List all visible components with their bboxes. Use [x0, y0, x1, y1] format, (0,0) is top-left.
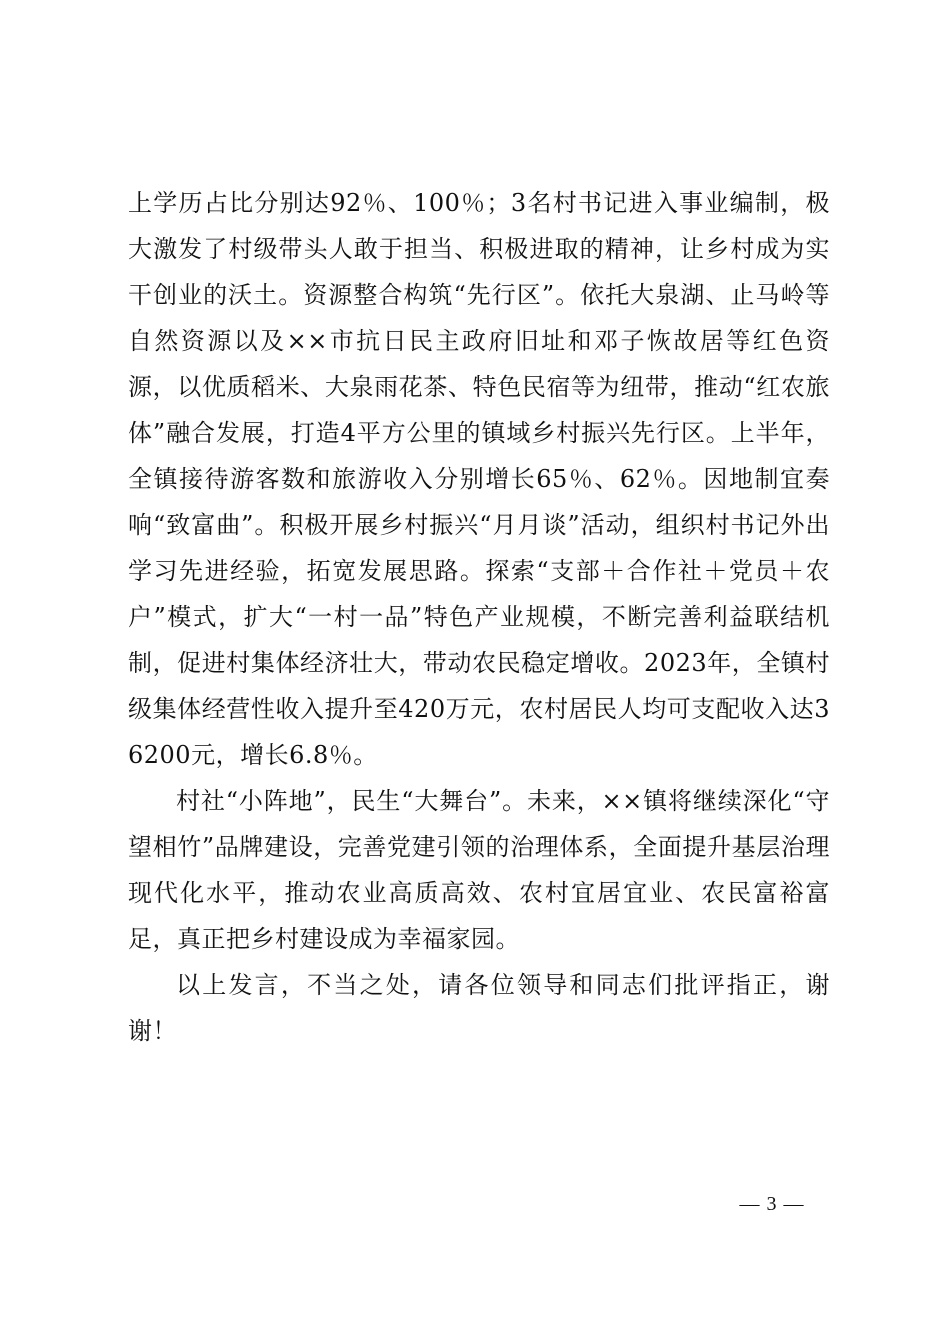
paragraph-outlook: 村社“小阵地”，民生“大舞台”。未来，××镇将继续深化“守望相竹”品牌建设，完善党建引领的治理体系，全面提升基层治理现代化水平，推动农业高质高效、农村宜居宜业、农民富裕富足，真正把乡村建设成为幸福家园。 — [128, 787, 830, 953]
page-number: — 3 — — [739, 1193, 805, 1215]
document-body — [128, 180, 830, 1054]
paragraph-closing: 以上发言，不当之处，请各位领导和同志们批评指正，谢谢！ — [128, 971, 830, 1045]
paragraph-continued: 上学历占比分别达92％、100％；3名村书记进入事业编制，极大激发了村级带头人敢于担当、积极进取的精神，让乡村成为实干创业的沃土。资源整合构筑“先行区”。依托大泉湖、止马岭等自然资源以及××市抗日民主政府旧址和邓子恢故居等红色资源，以优质稻米、大泉雨花茶、特色民宿等为纽带，推动“红农旅体”融合发展，打造4平方公里的镇域乡村振兴先行区。上半年，全镇接待游客数和旅游收入分别增长65％、62％。因地制宜奏响“致富曲”。积极开展乡村振兴“月月谈”活动，组织村书记外出学习先进经验，拓宽发展思路。探索“支部＋合作社＋党员＋农户”模式，扩大“一村一品”特色产业规模，不断完善利益联结机制，促进村集体经济壮大，带动农民稳定增收。2023年，全镇村级集体经营性收入提升至420万元，农村居民人均可支配收入达36200元，增长6.8％。 — [128, 189, 830, 769]
